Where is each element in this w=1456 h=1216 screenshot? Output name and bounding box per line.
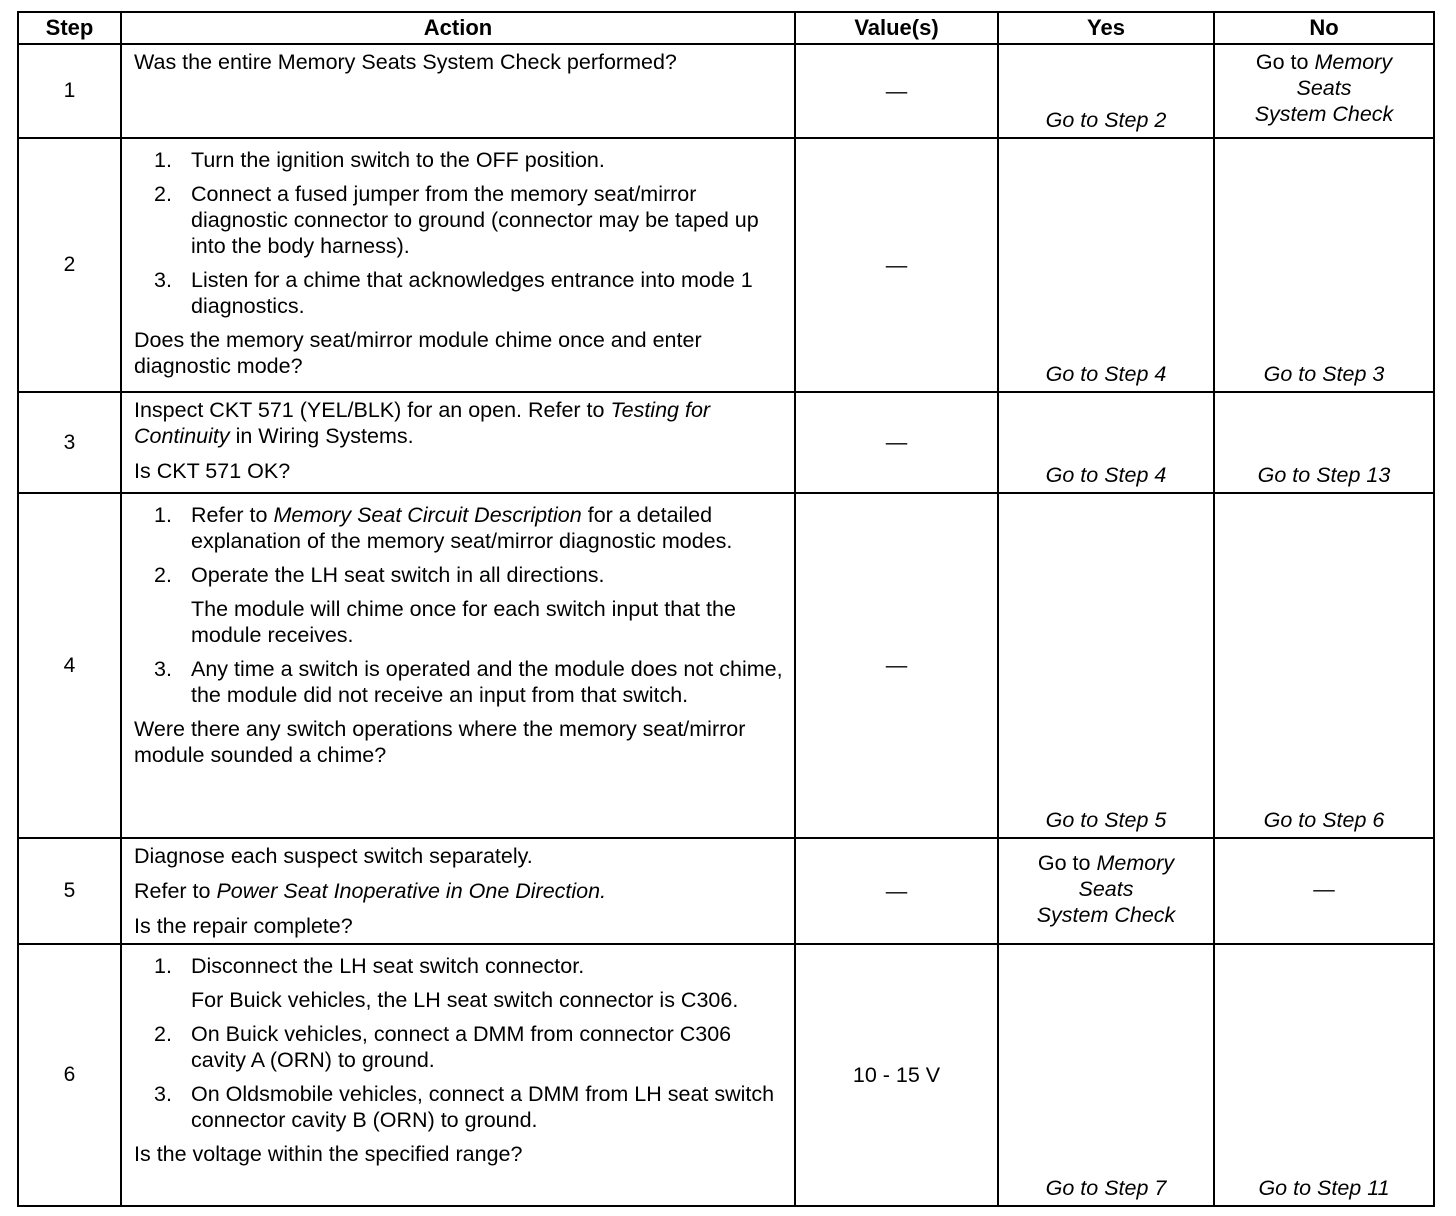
no-link[interactable]: Go to Step 6	[1263, 808, 1385, 832]
no-cell: —	[1214, 838, 1434, 944]
question-text: Does the memory seat/mirror module chime once and enter diagnostic mode?	[134, 328, 702, 378]
step-number: 5	[18, 838, 121, 944]
value-cell: —	[795, 392, 998, 493]
yes-link[interactable]: Go to Step 7	[1045, 1176, 1167, 1200]
instruction-list	[134, 502, 784, 708]
yes-cell	[998, 44, 1214, 138]
instruction-item: 2. Connect a fused jumper from the memory seat/mirror diagnostic connector to ground (connector may be taped up into the body harness).	[154, 182, 759, 258]
header-values: Value(s)	[795, 12, 998, 44]
instruction-item: 3. Any time a switch is operated and the module does not chime, the module did not receive an input from that switch.	[154, 657, 783, 707]
instruction-item: 3. Listen for a chime that acknowledges entrance into mode 1 diagnostics.	[154, 268, 753, 318]
no-cell	[1214, 392, 1434, 493]
instruction-text: Diagnose each suspect switch separately.	[134, 844, 533, 868]
yes-link-cont2[interactable]: System Check	[1036, 903, 1176, 927]
step-number: 2	[18, 138, 121, 392]
table-row-step-2	[18, 138, 1434, 392]
step-number: 3	[18, 392, 121, 493]
value-cell: —	[795, 838, 998, 944]
no-cell	[1214, 44, 1434, 138]
header-step: Step	[18, 12, 121, 44]
no-link-cont[interactable]: Seats	[1296, 76, 1352, 100]
instruction-item: 3. On Oldsmobile vehicles, connect a DMM from LH seat switch connector cavity B (ORN) to ground.	[154, 1082, 775, 1132]
instruction-item: 2. Operate the LH seat switch in all directions. The module will chime once for each switch input that the module receives.	[134, 562, 784, 648]
question-text: Were there any switch operations where the memory seat/mirror module sounded a chime?	[134, 717, 746, 767]
header-action: Action	[121, 12, 795, 44]
question-text: Was the entire Memory Seats System Check performed?	[134, 50, 677, 74]
action-cell	[121, 138, 795, 392]
no-link[interactable]: Go to Step 13	[1257, 463, 1391, 487]
question-text: Is CKT 571 OK?	[134, 459, 291, 483]
question-text: Is the voltage within the specified range?	[134, 1142, 523, 1166]
question-text: Is the repair complete?	[134, 914, 353, 938]
step-number: 4	[18, 493, 121, 838]
yes-cell	[998, 493, 1214, 838]
yes-link[interactable]: Go to Step 2	[1045, 108, 1167, 132]
yes-link[interactable]: Go to Step 5	[1045, 808, 1167, 832]
action-cell	[121, 44, 795, 138]
step-number: 1	[18, 44, 121, 138]
yes-cell	[998, 392, 1214, 493]
header-row	[18, 12, 1434, 44]
yes-cell	[998, 138, 1214, 392]
header-no: No	[1214, 12, 1434, 44]
action-cell	[121, 493, 795, 838]
table-row-step-4	[18, 493, 1434, 838]
no-link-cont2[interactable]: System Check	[1254, 102, 1394, 126]
no-link[interactable]: Go to Memory	[1255, 50, 1393, 74]
instruction-item: 1. Disconnect the LH seat switch connector. For Buick vehicles, the LH seat switch connector is C306.	[134, 953, 784, 1013]
table-row-step-1	[18, 44, 1434, 138]
no-cell	[1214, 138, 1434, 392]
instruction-text: Inspect CKT 571 (YEL/BLK) for an open. Refer to Testing for Continuity in Wiring Systems.	[134, 398, 711, 448]
no-link[interactable]: Go to Step 11	[1258, 1176, 1390, 1200]
value-cell: —	[795, 44, 998, 138]
instruction-text: Refer to Power Seat Inoperative in One Direction.	[134, 879, 607, 903]
header-yes: Yes	[998, 12, 1214, 44]
table-row-step-5	[18, 838, 1434, 944]
step-number: 6	[18, 944, 121, 1206]
no-link[interactable]: Go to Step 3	[1263, 362, 1385, 386]
table-row-step-3	[18, 392, 1434, 493]
yes-link[interactable]: Go to Step 4	[1045, 463, 1167, 487]
yes-cell	[998, 944, 1214, 1206]
instruction-list	[134, 147, 784, 319]
no-cell	[1214, 944, 1434, 1206]
yes-link[interactable]: Go to Memory	[1037, 851, 1175, 875]
instruction-note: The module will chime once for each switch input that the module receives.	[191, 597, 736, 647]
instruction-item: 2. On Buick vehicles, connect a DMM from connector C306 cavity A (ORN) to ground.	[154, 1022, 732, 1072]
instruction-list	[134, 953, 784, 1133]
yes-cell	[998, 838, 1214, 944]
value-cell: 10 - 15 V	[795, 944, 998, 1206]
action-cell	[121, 838, 795, 944]
instruction-item: 1. Refer to Memory Seat Circuit Description for a detailed explanation of the memory seat/mirror diagnostic modes.	[154, 503, 733, 553]
instruction-note: For Buick vehicles, the LH seat switch connector is C306.	[191, 988, 739, 1012]
yes-link[interactable]: Go to Step 4	[1045, 362, 1167, 386]
value-cell: —	[795, 493, 998, 838]
diagnostic-table	[17, 11, 1435, 1207]
no-cell	[1214, 493, 1434, 838]
value-cell: —	[795, 138, 998, 392]
action-cell	[121, 392, 795, 493]
action-cell	[121, 944, 795, 1206]
instruction-item: 1. Turn the ignition switch to the OFF position.	[154, 148, 605, 172]
yes-link-cont[interactable]: Seats	[1078, 877, 1134, 901]
table-row-step-6	[18, 944, 1434, 1206]
